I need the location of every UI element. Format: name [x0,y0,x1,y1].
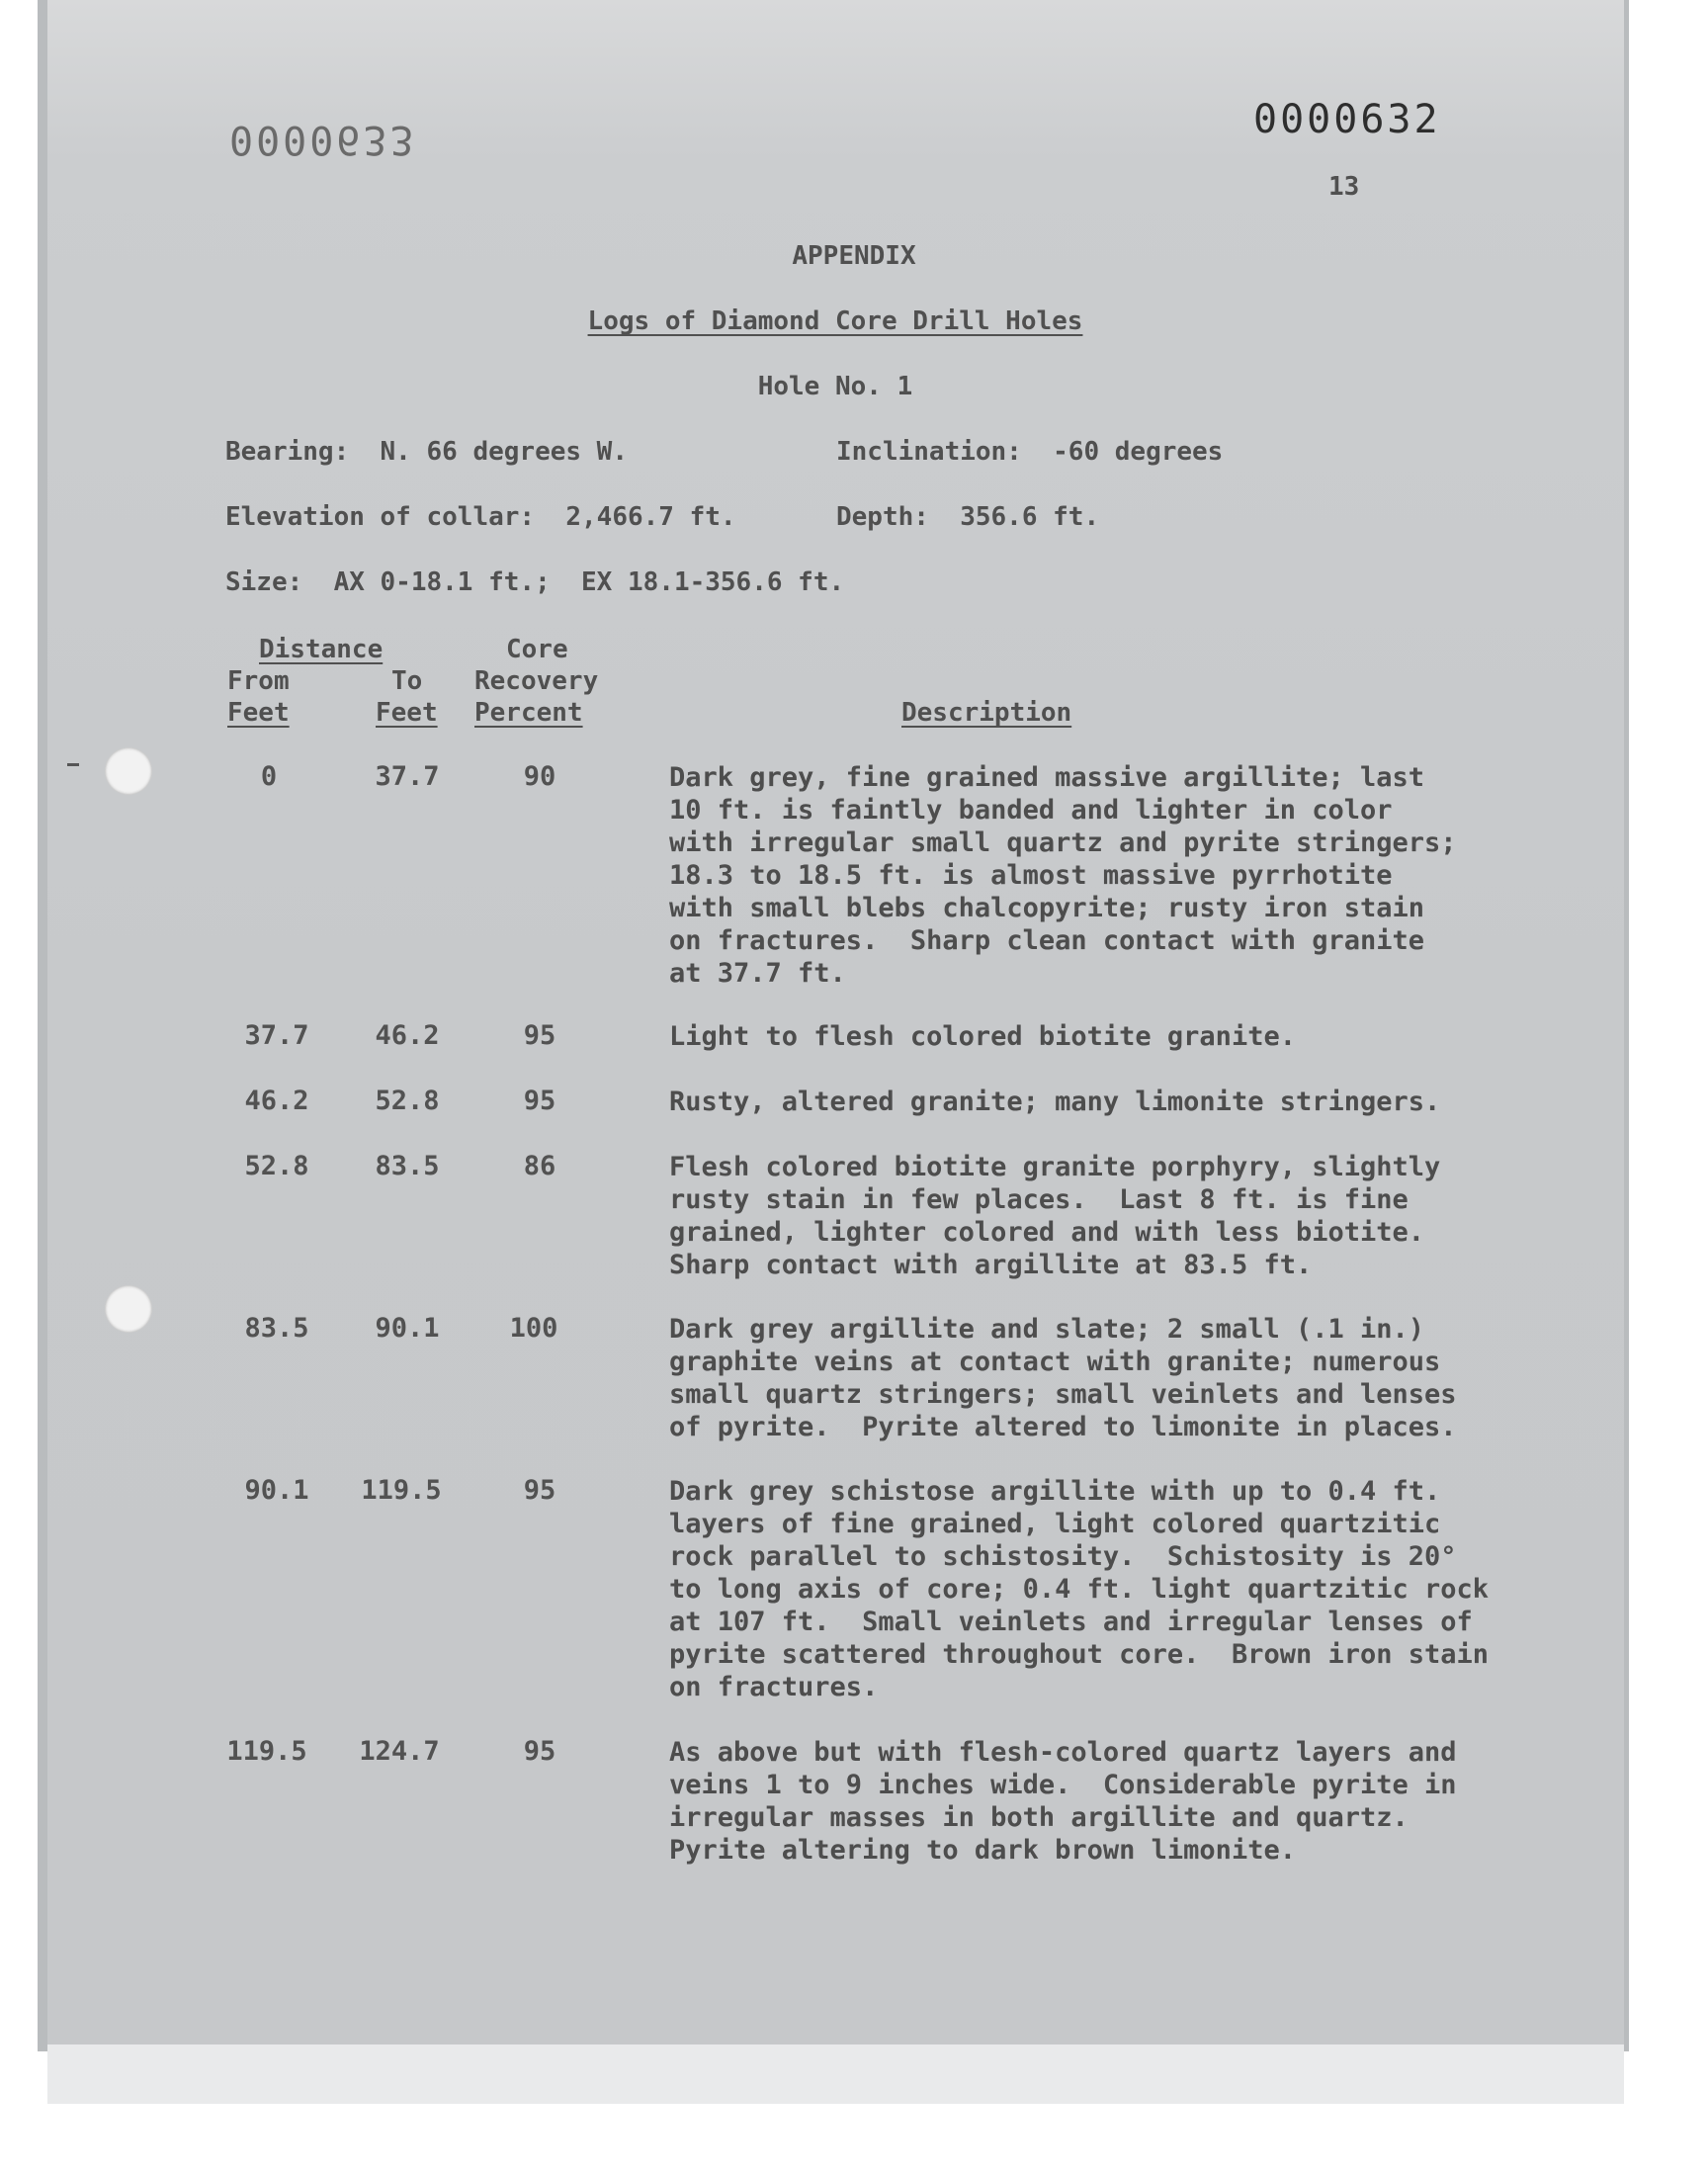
row-recovery: 95 [523,1475,556,1506]
from-header: From [227,666,290,696]
row-to: 119.5 [361,1475,442,1506]
row-to: 90.1 [375,1313,440,1344]
row-recovery: 100 [509,1313,558,1344]
row-description: Light to flesh colored biotite granite. [669,1021,1296,1052]
row-to: 124.7 [359,1736,440,1767]
distance-header: Distance [259,635,384,664]
row-from: 37.7 [244,1020,309,1051]
page-number: 13 [1328,172,1360,202]
section-title: Logs of Diamond Core Drill Holes [587,306,1083,336]
bearing-spec: Bearing: N. 66 degrees W. [225,437,628,467]
document-number-stamp-mirrored: 0000633 [229,117,417,162]
punch-hole-top [105,747,152,795]
row-description: Flesh colored biotite granite porphyry, slightly rusty stain in few places. Last 8 ft. is fine grained, lighter colored and with less biotite. Sharp contact with argillite at 83.5 ft. [669,1152,1441,1280]
punch-hole-bottom [105,1285,152,1333]
row-from: 0 [260,761,278,792]
row-to: 52.8 [375,1086,440,1116]
depth-spec: Depth: 356.6 ft. [836,502,1100,532]
row-description: As above but with flesh-colored quartz layers and veins 1 to 9 inches wide. Considerable pyrite in irregular masses in both argillite and quartz. Pyrite altering to dark brown limonite. [669,1737,1457,1866]
to-header: To [391,666,423,696]
punch-hole-mark [67,763,79,766]
row-description: Dark grey, fine grained massive argillite; last 10 ft. is faintly banded and lighter in color with irregular small quartz and pyrite stringers; 18.3 to 18.5 ft. is almost massive pyrrhotite with small blebs chalcopyrite; rusty iron stain on fractures. Sharp clean contact with granite at 37.7 ft. [669,762,1457,989]
description-header: Description [901,698,1072,728]
row-from: 90.1 [244,1475,309,1506]
to-feet-header: Feet [376,698,438,728]
row-recovery: 95 [523,1020,556,1051]
row-recovery: 95 [523,1736,556,1767]
row-description: Dark grey argillite and slate; 2 small (.1 in.) graphite veins at contact with granite; numerous small quartz stringers; small veinlets and lenses of pyrite. Pyrite altered to limonite in places. [669,1314,1457,1442]
row-recovery: 90 [523,761,556,792]
hole-label: Hole No. 1 [757,372,913,401]
row-to: 46.2 [375,1020,440,1051]
row-description: Dark grey schistose argillite with up to 0.4 ft. layers of fine grained, light colored quartzitic rock parallel to schistosity. Schistosity is 20° to long axis of core; 0.4 ft. light quartzitic rock at 107 ft. Small veinlets and irregular lenses of pyrite scattered throughout core. Brown iron stain on fractures. [669,1476,1490,1702]
row-from: 83.5 [244,1313,309,1344]
row-from: 119.5 [226,1736,307,1767]
row-recovery: 95 [523,1086,556,1116]
appendix-heading: APPENDIX [792,241,916,271]
recovery-header: Recovery [474,666,599,696]
row-to: 37.7 [375,761,440,792]
row-recovery: 86 [523,1151,556,1181]
inclination-spec: Inclination: -60 degrees [836,437,1224,467]
row-to: 83.5 [375,1151,440,1181]
size-spec: Size: AX 0-18.1 ft.; EX 18.1-356.6 ft. [225,567,845,597]
page-bottom-margin [47,2044,1624,2104]
row-from: 52.8 [244,1151,309,1181]
elevation-spec: Elevation of collar: 2,466.7 ft. [225,502,736,532]
document-number-stamp: 0000632 [1253,97,1441,142]
row-description: Rusty, altered granite; many limonite stringers. [669,1087,1441,1117]
row-from: 46.2 [244,1086,309,1116]
core-header: Core [506,635,568,664]
percent-header: Percent [474,698,583,728]
from-feet-header: Feet [227,698,290,728]
